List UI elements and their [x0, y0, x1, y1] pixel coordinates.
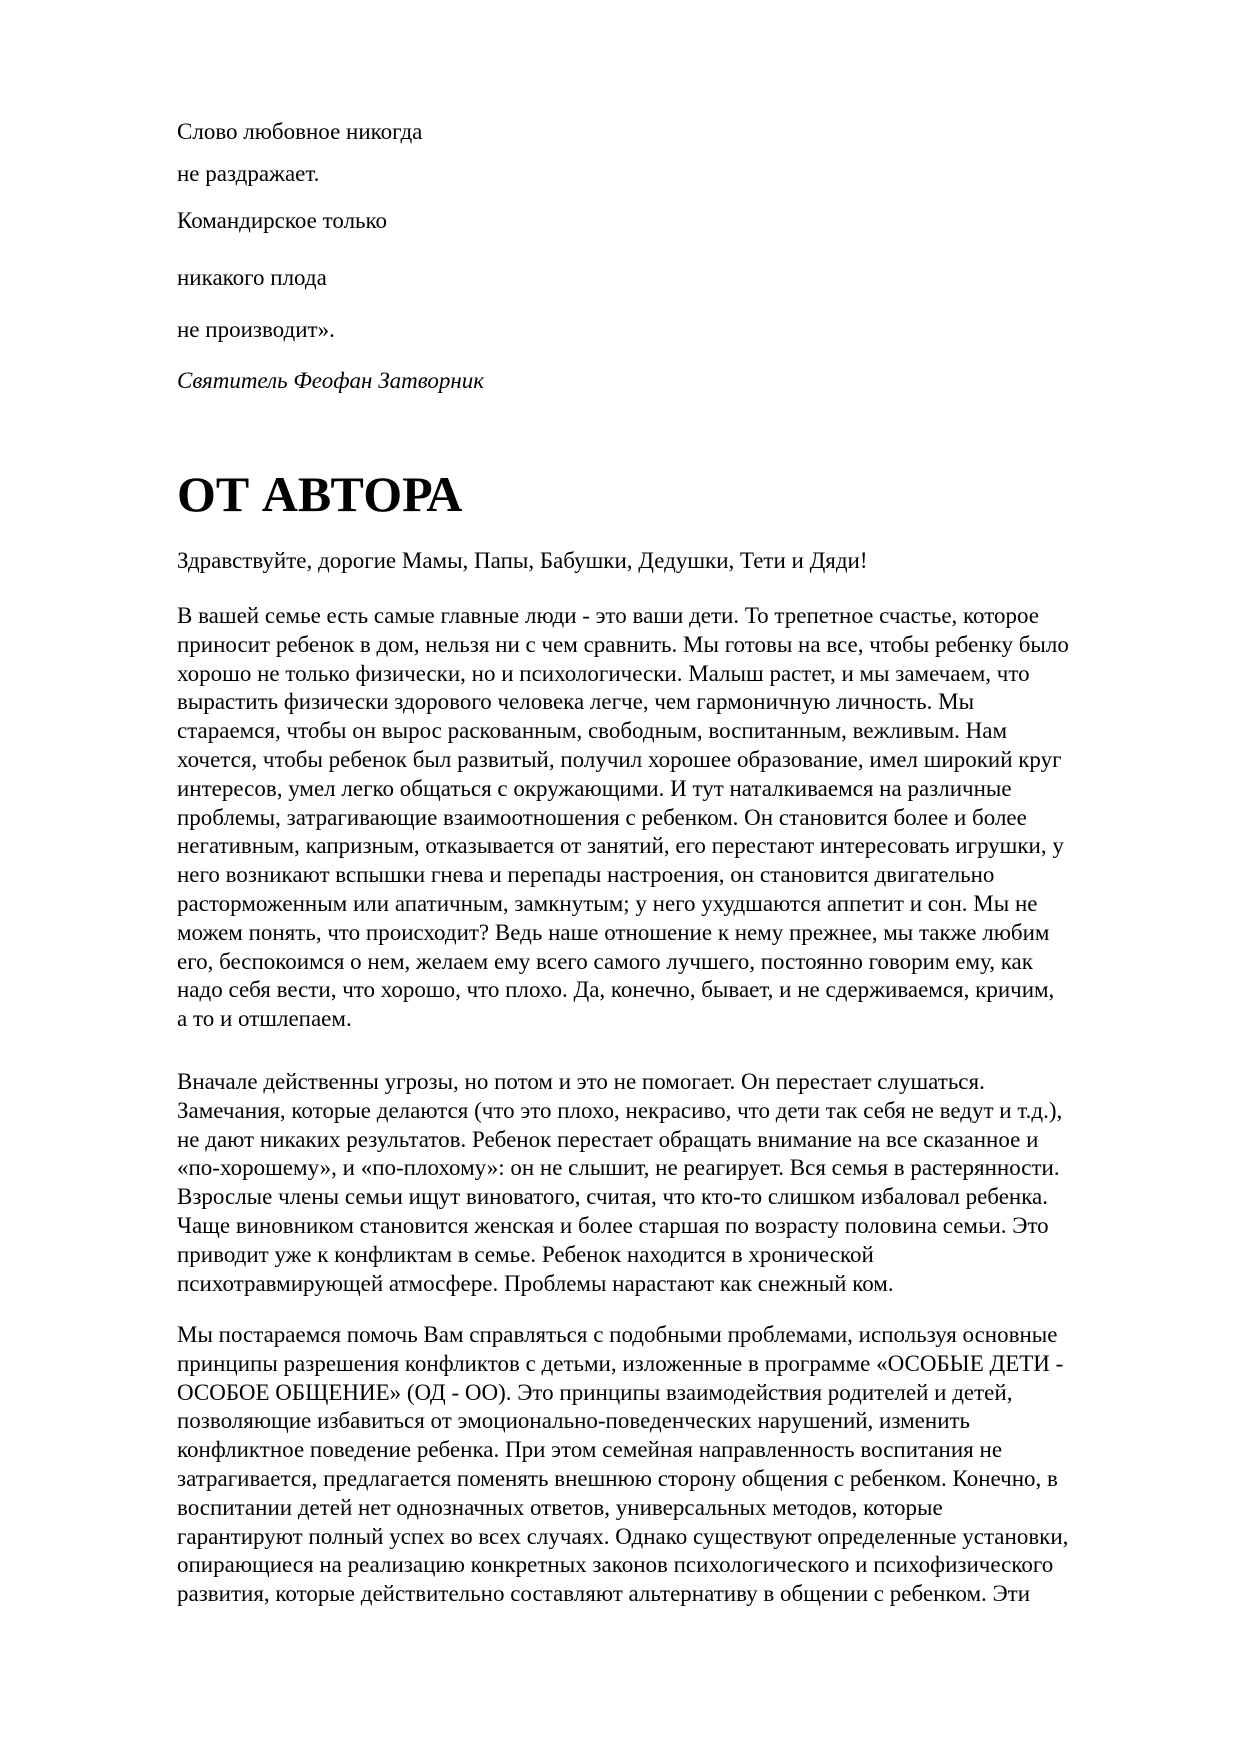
paragraph-1-line: надо себя вести, что хорошо, что плохо. Да, конечно, бывает, и не сдерживаемся, кричим,: [177, 977, 1055, 1003]
paragraph-1-line: В вашей семье есть самые главные люди - это ваши дети. То трепетное счастье, которое: [177, 603, 1039, 628]
paragraph-2-line: Вначале действенны угрозы, но потом и это не помогает. Он перестает слушаться.: [177, 1069, 985, 1094]
paragraph-1-line: интересов, умел легко общаться с окружающими. И тут наталкиваемся на различные: [177, 775, 1012, 801]
paragraph-3-line: опирающиеся на реализацию конкретных законов психологического и психофизического: [177, 1552, 1054, 1578]
paragraph-1-line: стараемся, чтобы он вырос раскованным, свободным, воспитанным, вежливым. Нам: [177, 718, 1008, 744]
paragraph-3-line: затрагивается, предлагается поменять внешнюю сторону общения с ребенком. Конечно, в: [177, 1465, 1058, 1491]
paragraph-2-line: Замечания, которые делаются (что это плохо, некрасиво, что дети так себя не ведут и т.д.),: [177, 1097, 1063, 1123]
paragraph-1-line: проблемы, затрагивающие взаимоотношения с ребенком. Он становится более и более: [177, 804, 1027, 830]
paragraph-3-line: развития, которые действительно составляют альтернативу в общении с ребенком. Эти: [177, 1581, 1031, 1607]
paragraph-1-line: можем понять, что происходит? Ведь наше отношение к нему прежнее, мы также любим: [177, 919, 1050, 945]
epigraph-line-2: не раздражает.: [177, 161, 320, 186]
epigraph-author: Святитель Феофан Затворник: [177, 368, 485, 393]
paragraph-3-line: воспитании детей нет однозначных ответов, универсальных методов, которые: [177, 1494, 943, 1520]
paragraph-1-line: хочется, чтобы ребенок был развитый, получил хорошее образование, имел широкий круг: [177, 746, 1062, 772]
epigraph-line-4: никакого плода: [177, 265, 327, 290]
paragraph-2-line: «по-хорошему», и «по-плохому»: он не слышит, не реагирует. Вся семья в растерянности.: [177, 1155, 1060, 1181]
paragraph-1-line: него возникают вспышки гнева и перепады настроения, он становится двигательно: [177, 862, 995, 888]
paragraph-3-line: позволяющие избавиться от эмоционально-поведенческих нарушений, изменить: [177, 1408, 971, 1434]
paragraph-2-line: психотравмирующей атмосфере. Проблемы нарастают как снежный ком.: [177, 1270, 894, 1296]
paragraph-1: [177, 602, 1142, 1034]
paragraph-1-line: его, беспокоимся о нем, желаем ему всего самого лучшего, постоянно говорим ему, как: [177, 948, 1033, 974]
paragraph-1-line: вырастить физически здорового человека легче, чем гармоничную личность. Мы: [177, 689, 975, 715]
paragraph-1-line: расторможенным или апатичным, замкнутым; у него ухудшаются аппетит и сон. Мы не: [177, 890, 1038, 916]
paragraph-2-line: приводит уже к конфликтам в семье. Ребенок находится в хронической: [177, 1241, 874, 1267]
greeting: Здравствуйте, дорогие Мамы, Папы, Бабушки, Дедушки, Тети и Дяди!: [177, 548, 868, 573]
paragraph-1-line: негативным, капризным, отказывается от занятий, его перестают интересовать игрушки, у: [177, 833, 1064, 859]
epigraph-line-1: Слово любовное никогда: [177, 119, 423, 144]
paragraph-3-line: принципы разрешения конфликтов с детьми, изложенные в программе «ОСОБЫЕ ДЕТИ -: [177, 1350, 1064, 1376]
paragraph-3-line: конфликтное поведение ребенка. При этом семейная направленность воспитания не: [177, 1437, 1003, 1463]
paragraph-2-line: не дают никаких результатов. Ребенок перестает обращать внимание на все сказанное и: [177, 1126, 1039, 1152]
paragraph-3: [177, 1321, 1142, 1609]
paragraph-1-line: хорошо не только физически, но и психологически. Малыш растет, и мы замечаем, что: [177, 660, 1030, 686]
paragraph-1-line: приносит ребенок в дом, нельзя ни с чем сравнить. Мы готовы на все, чтобы ребенку было: [177, 631, 1069, 657]
paragraph-3-line: ОСОБОЕ ОБЩЕНИЕ» (ОД - ОО). Это принципы взаимодействия родителей и детей,: [177, 1379, 1013, 1405]
paragraph-2: [177, 1068, 1142, 1298]
paragraph-2-line: Взрослые члены семьи ищут виноватого, считая, что кто-то слишком избаловал ребенка.: [177, 1184, 1048, 1210]
paragraph-3-line: Мы постараемся помочь Вам справляться с подобными проблемами, используя основные: [177, 1322, 1058, 1347]
section-title: ОТ АВТОРА: [177, 466, 463, 522]
paragraph-2-line: Чаще виновником становится женская и более старшая по возрасту половина семьи. Это: [177, 1212, 1049, 1238]
paragraph-1-line: а то и отшлепаем.: [177, 1006, 352, 1032]
epigraph-line-5: не производит».: [177, 317, 335, 342]
epigraph-line-3: Командирское только: [177, 208, 388, 233]
paragraph-3-line: гарантируют полный успех во всех случаях. Однако существуют определенные установки,: [177, 1523, 1069, 1549]
